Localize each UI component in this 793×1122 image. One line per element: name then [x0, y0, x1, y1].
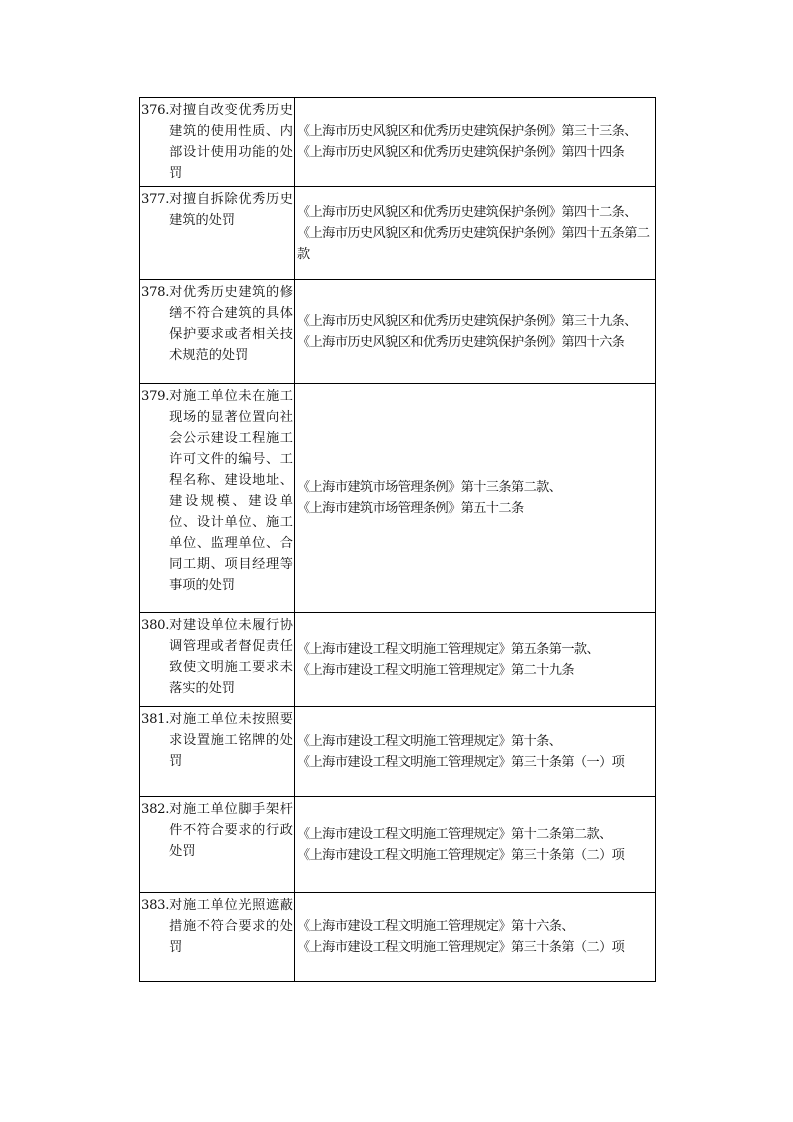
basis-line: 《上海市历史风貌区和优秀历史建筑保护条例》第四十六条 [297, 334, 625, 350]
basis-line: 《上海市历史风貌区和优秀历史建筑保护条例》第四十二条、 [297, 204, 637, 220]
table-row [140, 98, 656, 187]
item-cell [140, 98, 295, 187]
table-row [140, 384, 656, 613]
basis-line: 《上海市建设工程文明施工管理规定》第十条、 [297, 733, 562, 749]
table-row [140, 893, 656, 982]
item-cell [140, 384, 295, 613]
penalty-basis-table [139, 97, 656, 982]
table-row [140, 187, 656, 280]
item-name: 对施工单位未在施工现场的显著位置向社会公示建设工程施工许可文件的编号、工程名称、建设地址、建设规模、建设单位、设计单位、施工单位、监理单位、合同工期、项目经理等事项的处罚 [169, 389, 293, 593]
item-number: 381. [141, 712, 170, 727]
basis-line: 《上海市建设工程文明施工管理规定》第三十条第（一）项 [297, 754, 625, 770]
basis-line: 《上海市历史风貌区和优秀历史建筑保护条例》第三十九条、 [297, 313, 637, 329]
item-name: 对建设单位未履行协调管理或者督促责任致使文明施工要求未落实的处罚 [169, 618, 293, 696]
item-number: 379. [141, 389, 170, 404]
basis-line: 《上海市建筑市场管理条例》第五十二条 [297, 501, 524, 516]
basis-line: 《上海市建设工程文明施工管理规定》第三十条第（二）项 [297, 847, 625, 863]
table-row [140, 280, 656, 384]
item-cell [140, 280, 295, 384]
basis-cell [295, 893, 656, 982]
basis-cell [295, 613, 656, 707]
item-number: 380. [141, 618, 170, 633]
item-cell [140, 797, 295, 893]
item-name: 对优秀历史建筑的修缮不符合建筑的具体保护要求或者相关技术规范的处罚 [169, 285, 293, 363]
table-row [140, 797, 656, 893]
basis-line: 《上海市历史风貌区和优秀历史建筑保护条例》第三十三条、 [297, 124, 637, 139]
basis-line: 《上海市历史风貌区和优秀历史建筑保护条例》第四十五条第二款 [297, 225, 650, 262]
item-cell [140, 187, 295, 280]
basis-line: 《上海市建设工程文明施工管理规定》第二十九条 [297, 662, 574, 678]
item-name: 对施工单位脚手架杆件不符合要求的行政处罚 [169, 802, 293, 859]
item-name: 对擅自拆除优秀历史建筑的处罚 [169, 192, 293, 228]
item-number: 383. [141, 898, 170, 913]
basis-cell [295, 797, 656, 893]
item-cell [140, 613, 295, 707]
table-row [140, 613, 656, 707]
item-name: 对擅自改变优秀历史建筑的使用性质、内部设计使用功能的处罚 [169, 103, 293, 181]
item-name: 对施工单位未按照要求设置施工铭牌的处罚 [169, 712, 293, 769]
basis-cell [295, 280, 656, 384]
basis-cell [295, 707, 656, 797]
item-cell [140, 707, 295, 797]
basis-line: 《上海市建设工程文明施工管理规定》第三十条第（二）项 [297, 940, 625, 955]
basis-line: 《上海市历史风貌区和优秀历史建筑保护条例》第四十四条 [297, 145, 625, 160]
item-number: 377. [141, 192, 170, 207]
item-name: 对施工单位光照遮蔽措施不符合要求的处罚 [169, 898, 293, 955]
item-cell [140, 893, 295, 982]
item-number: 378. [141, 285, 170, 300]
basis-line: 《上海市建设工程文明施工管理规定》第十六条、 [297, 919, 574, 934]
basis-line: 《上海市建设工程文明施工管理规定》第十二条第二款、 [297, 826, 612, 842]
item-number: 376. [141, 103, 170, 118]
basis-cell [295, 187, 656, 280]
table-row [140, 707, 656, 797]
basis-line: 《上海市建设工程文明施工管理规定》第五条第一款、 [297, 641, 600, 657]
basis-cell [295, 384, 656, 613]
item-number: 382. [141, 802, 170, 817]
basis-cell [295, 98, 656, 187]
basis-line: 《上海市建筑市场管理条例》第十三条第二款、 [297, 480, 562, 495]
